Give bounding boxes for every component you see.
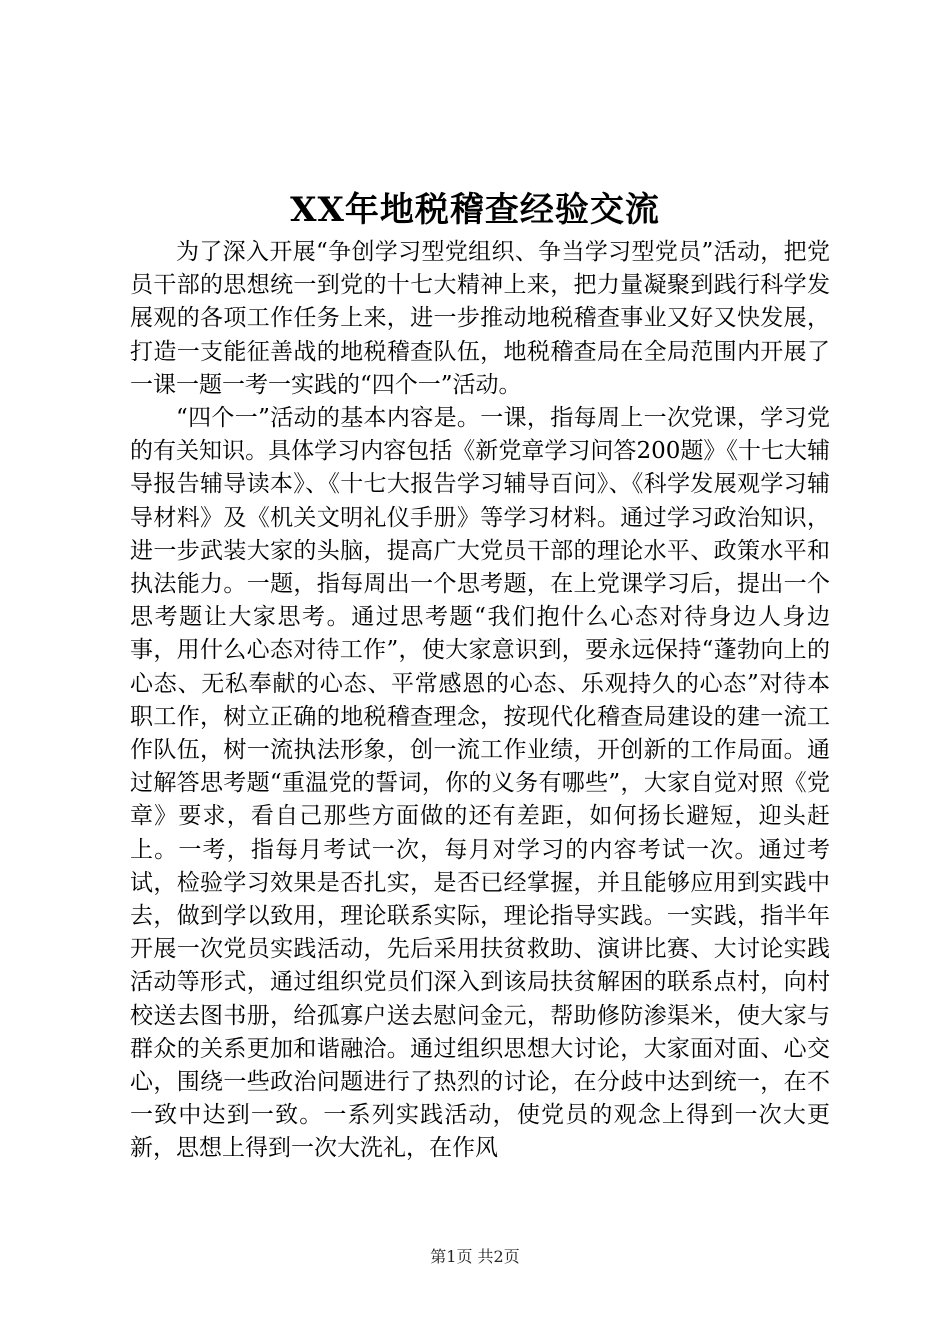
page-footer: 第1页 共2页 (430, 1247, 520, 1266)
paragraph-intro: 为了深入开展“争创学习型党组织、争当学习型党员”活动，把党员干部的思想统一到党的十七大精神上来，把力量凝聚到践行科学发展观的各项工作任务上来，进一步推动地税稽查事业又好又快发展，打造一支能征善战的地税稽查队伍，地税稽查局在全局范围内开展了一课一题一考一实践的“四个一”活动。 (130, 239, 830, 398)
paragraph-content: “四个一”活动的基本内容是。一课，指每周上一次党课，学习党的有关知识。具体学习内容包括《新党章学习问答200题》《十七大辅导报告辅导读本》、《十七大报告学习辅导百问》、《科学发展观学习辅导材料》及《机关文明礼仪手册》等学习材料。通过学习政治知识，进一步武装大家的头脑，提高广大党员干部的理论水平、政策水平和执法能力。一题，指每周出一个思考题，在上党课学习后，提出一个思考题让大家思考。通过思考题“我们抱什么心态对待身边人身边事，用什么心态对待工作”，使大家意识到，要永远保持“蓬勃向上的心态、无私奉献的心态、平常感恩的心态、乐观持久的心态”对待本职工作，树立正确的地税稽查理念，按现代化稽查局建设的建一流工作队伍，树一流执法形象，创一流工作业绩，开创新的工作局面。通过解答思考题“重温党的誓词，你的义务有哪些”，大家自觉对照《党章》要求，看自己那些方面做的还有差距，如何扬长避短，迎头赶上。一考，指每月考试一次，每月对学习的内容考试一次。通过考试，检验学习效果是否扎实，是否已经掌握，并且能够应用到实践中去，做到学以致用，理论联系实际，理论指导实践。一实践，指半年开展一次党员实践活动，先后采用扶贫救助、演讲比赛、大讨论实践活动等形式，通过组织党员们深入到该局扶贫解困的联系点村，向村校送去图书册，给孤寡户送去慰问金元，帮助修防渗渠米，使大家与群众的关系更加和谐融洽。通过组织思想大讨论，大家面对面、心交心，围绕一些政治问题进行了热烈的讨论，在分歧中达到统一，在不一致中达到一致。一系列实践活动，使党员的观念上得到一次大更新，思想上得到一次大洗礼，在作风 (130, 405, 830, 1162)
document-body (130, 236, 830, 1166)
document-title: XX年地税稽查经验交流 (290, 190, 660, 230)
